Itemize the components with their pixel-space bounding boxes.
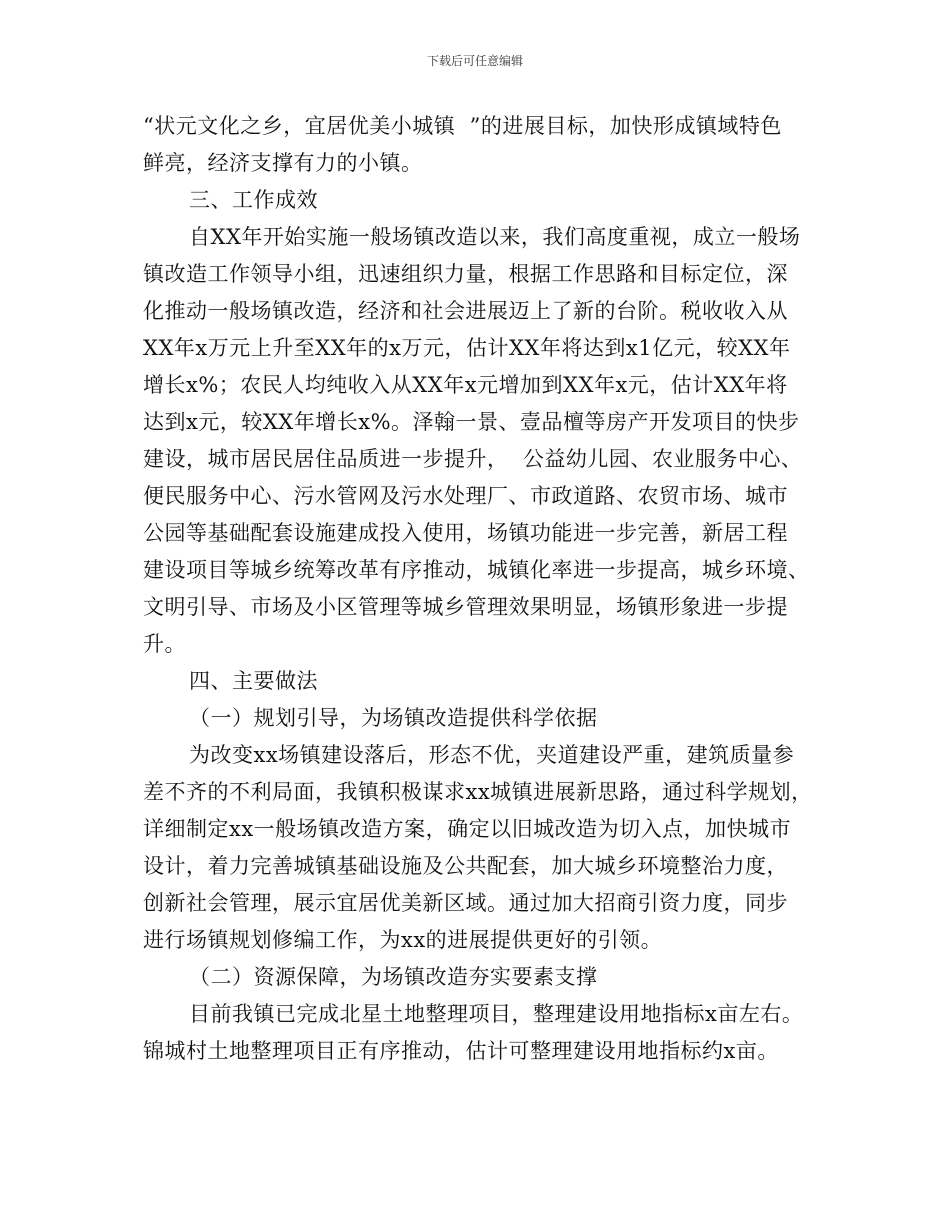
text-line: 建设，城市居民居住品质进一步提升， 公益幼儿园、农业服务中心、 [143,447,803,471]
document-body [143,108,813,1070]
text-line: 化推动一般场镇改造，经济和社会进展迈上了新的台阶。税收收入从 [143,299,788,323]
text-line: 达到x元，较XX年增长x%。泽翰一景、壹品檀等房产开发项目的快步 [143,410,800,434]
text-line: 增长x%；农民人均纯收入从XX年x元增加到XX年x元，估计XX年将 [143,373,788,397]
text-line: 公园等基础配套设施建成投入使用，场镇功能进一步完善，新居工程 [143,521,788,545]
text-line: 镇改造工作领导小组，迅速组织力量，根据工作思路和目标定位，深 [143,262,788,286]
text-line: 文明引导、市场及小区管理等城乡管理效果明显，场镇形象进一步提 [143,595,788,619]
text-line: 创新社会管理，展示宜居优美新区域。通过加大招商引资力度，同步 [143,891,788,915]
text-line: “状元文化之乡，宜居优美小城镇 ”的进展目标，加快形成镇域特色 [143,114,782,138]
text-line: 详细制定xx一般场镇改造方案，确定以旧城改造为切入点，加快城市 [143,817,792,841]
text-line: 锦城村土地整理项目正有序推动，估计可整理建设用地指标约x亩。 [143,1039,779,1063]
text-line: XX年x万元上升至XX年的x万元，估计XX年将达到x1亿元，较XX年 [143,336,791,360]
text-line: 为改变xx场镇建设落后，形态不优，夹道建设严重，建筑质量参 [189,743,795,767]
text-line: 目前我镇已完成北星土地整理项目，整理建设用地指标x亩左右。 [189,1002,804,1026]
page-header: 下载后可任意编辑 [426,54,523,68]
section-heading: 三、工作成效 [189,188,318,212]
subsection-heading: （一）规划引导，为场镇改造提供科学依据 [189,706,598,730]
text-line: 设计，着力完善城镇基础设施及公共配套，加大城乡环境整治力度， [143,854,788,878]
text-line: 升。 [143,632,186,656]
text-line: 自XX年开始实施一般场镇改造以来，我们高度重视，成立一般场 [189,225,801,249]
subsection-heading: （二）资源保障，为场镇改造夯实要素支撑 [189,965,598,989]
section-heading: 四、主要做法 [189,669,318,693]
text-line: 建设项目等城乡统筹改革有序推动，城镇化率进一步提高，城乡环境、 [143,558,810,582]
text-line: 进行场镇规划修编工作，为xx的进展提供更好的引领。 [143,928,663,952]
text-line: 便民服务中心、污水管网及污水处理厂、市政道路、农贸市场、城市 [143,484,788,508]
text-line: 差不齐的不利局面，我镇积极谋求xx城镇进展新思路，通过科学规划， [143,780,813,804]
text-line: 鲜亮，经济支撑有力的小镇。 [143,151,423,175]
